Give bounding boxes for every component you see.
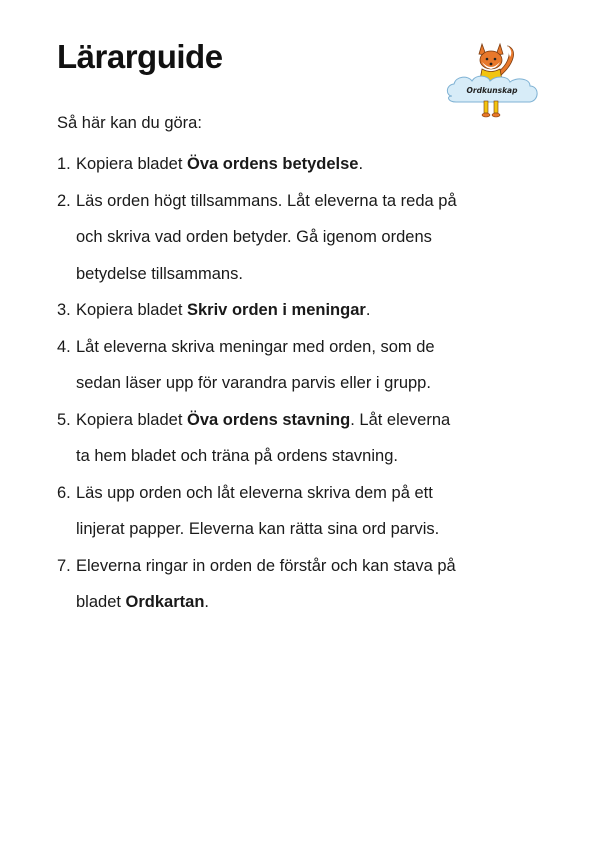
worksheet-name: Öva ordens betydelse [187, 155, 359, 173]
list-item [57, 402, 457, 475]
step-text: Kopiera bladet [76, 155, 187, 173]
step-text: Eleverna ringar in orden de förstår och kan stava på bladet [76, 556, 456, 611]
list-item [57, 292, 457, 329]
worksheet-name: Ordkartan [125, 593, 205, 611]
intro-text: Så här kan du göra: [57, 114, 202, 132]
step-number: 3. [57, 301, 71, 319]
worksheet-name: Skriv orden i meningar [187, 301, 366, 319]
step-number: 1. [57, 155, 71, 173]
list-item [57, 146, 457, 183]
step-text: Kopiera bladet [76, 301, 187, 319]
step-text: . Låt eleverna ta hem bladet och träna på ordens stavning. [76, 410, 451, 465]
fox-illustration [442, 38, 542, 122]
fox-on-cloud-icon [442, 38, 542, 122]
list-item [57, 548, 457, 621]
step-number: 5. [57, 410, 71, 429]
step-text: Kopiera bladet [76, 410, 187, 429]
list-item [57, 183, 457, 293]
step-number: 6. [57, 483, 71, 502]
step-number: 7. [57, 556, 71, 575]
step-text: Läs upp orden och låt eleverna skriva dem på ett linjerat papper. Eleverna kan rätta sina ord parvis. [76, 483, 440, 538]
step-text: . [358, 155, 364, 173]
list-item [57, 329, 457, 402]
instruction-list [57, 146, 457, 621]
step-text: . [204, 593, 209, 611]
step-number: 2. [57, 191, 71, 210]
step-text: Läs orden högt tillsammans. Låt eleverna ta reda på och skriva vad orden betyder. Gå igenom ordens betydelse tillsammans. [76, 191, 457, 283]
worksheet-name: Öva ordens stavning [187, 410, 351, 429]
logo-label: Ordkunskap [466, 86, 518, 95]
step-text: . [365, 301, 371, 319]
page-title: Lärarguide [57, 38, 223, 75]
list-item [57, 475, 457, 548]
step-number: 4. [57, 337, 71, 356]
step-text: Låt eleverna skriva meningar med orden, som de sedan läser upp för varandra parvis eller i grupp. [76, 337, 435, 392]
